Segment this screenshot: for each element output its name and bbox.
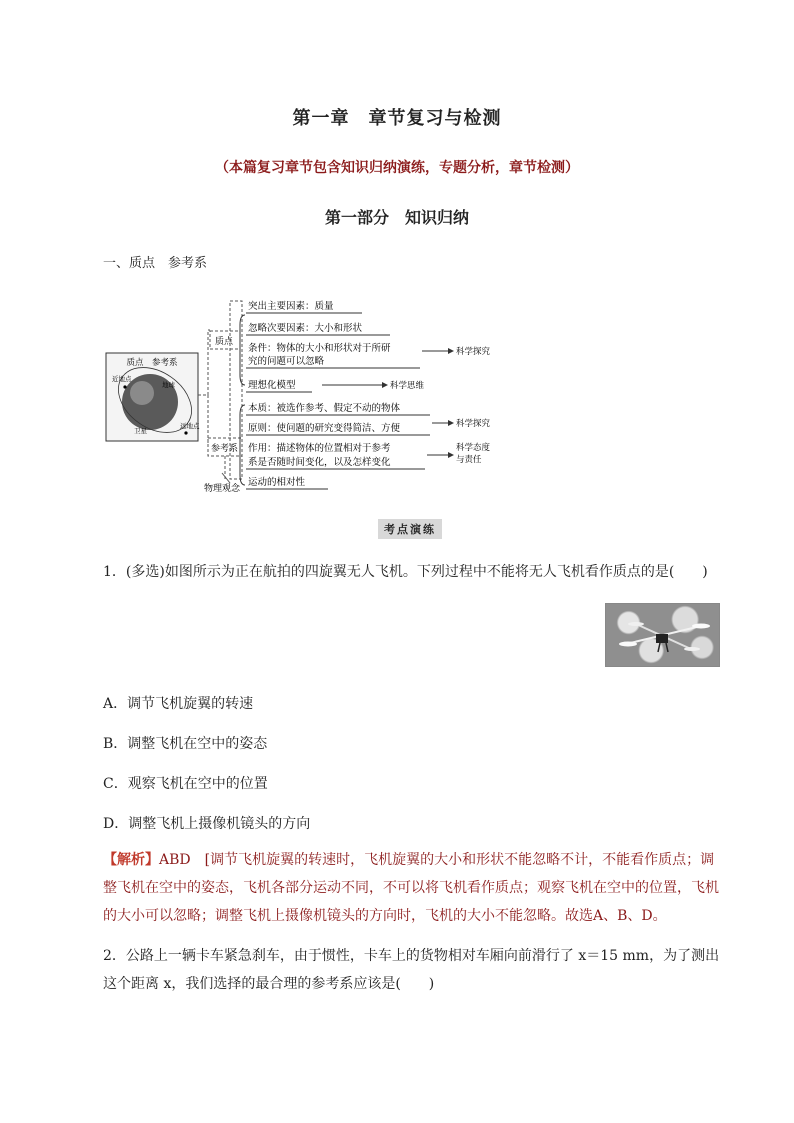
part-title: 第一部分 知识归纳 bbox=[324, 208, 469, 227]
outcome-3: 科学探究 bbox=[456, 419, 491, 429]
item-8: 运动的相对性 bbox=[248, 477, 306, 488]
outcome-4b: 与责任 bbox=[456, 455, 482, 465]
practice-tag: 考点演练 bbox=[378, 519, 442, 539]
item-7a: 作用：描述物体的位置相对于参考 bbox=[248, 443, 391, 454]
item-2: 忽略次要因素：大小和形状 bbox=[248, 323, 363, 334]
root-label: 物理观念 bbox=[204, 484, 241, 494]
label-far: 远地点 bbox=[180, 422, 200, 430]
group-cankaoxi: 参考系 bbox=[211, 444, 239, 454]
section-heading: 一、质点 参考系 bbox=[103, 256, 208, 271]
question-2-stem: 2．公路上一辆卡车紧急刹车，由于惯性，卡车上的货物相对车厢向前滑行了 x＝15 mm，为了测出这个距离 x，我们选择的最合理的参考系应该是( ) bbox=[103, 948, 720, 992]
question-1-stem: 1．(多选)如图所示为正在航拍的四旋翼无人飞机。下列过程中不能将无人飞机看作质点的是( ) bbox=[103, 564, 708, 580]
label-near: 近地点 bbox=[112, 375, 132, 383]
item-3b: 究的问题可以忽略 bbox=[248, 356, 325, 367]
page-subtitle: （本篇复习章节包含知识归纳演练，专题分析，章节检测） bbox=[215, 160, 579, 176]
option-c: C．观察飞机在空中的位置 bbox=[103, 776, 268, 792]
analysis-text: ABD [调节飞机旋翼的转速时，飞机旋翼的大小和形状不能忽略不计，不能看作质点；调整飞机在空中的姿态，飞机各部分运动不同，不可以将飞机看作质点；观察飞机在空中的位置，飞机的大小可以忽略；调整飞机上摄像机镜头的方向时，飞机的大小不能忽略。故选A、B、D。 bbox=[103, 852, 719, 924]
outcome-4a: 科学态度 bbox=[456, 443, 491, 453]
item-6: 原则：使问题的研究变得简洁、方便 bbox=[248, 423, 401, 434]
photo-title: 质点 参考系 bbox=[126, 358, 178, 368]
outcome-2: 科学思维 bbox=[390, 381, 425, 391]
item-7b: 系是否随时间变化，以及怎样变化 bbox=[248, 457, 391, 468]
item-3a: 条件：物体的大小和形状对于所研 bbox=[248, 343, 391, 354]
item-1: 突出主要因素：质量 bbox=[248, 301, 334, 312]
label-earth: 地球 bbox=[162, 381, 175, 389]
label-satellite: 卫星 bbox=[134, 427, 147, 435]
item-4: 理想化模型 bbox=[248, 380, 296, 391]
drone-photo bbox=[605, 603, 720, 667]
option-d: D．调整飞机上摄像机镜头的方向 bbox=[103, 816, 311, 832]
drone-icon bbox=[606, 604, 719, 666]
option-a: A．调节飞机旋翼的转速 bbox=[103, 696, 254, 712]
item-5: 本质：被选作参考、假定不动的物体 bbox=[248, 403, 401, 414]
analysis-head: 【解析】 bbox=[103, 852, 159, 868]
page-title: 第一章 章节复习与检测 bbox=[292, 108, 502, 129]
outcome-1: 科学探究 bbox=[456, 347, 491, 357]
concept-map-diagram bbox=[100, 295, 500, 495]
analysis-block bbox=[103, 846, 723, 930]
option-b: B．调整飞机在空中的姿态 bbox=[103, 736, 268, 752]
group-zhidian: 质点 bbox=[215, 337, 234, 347]
